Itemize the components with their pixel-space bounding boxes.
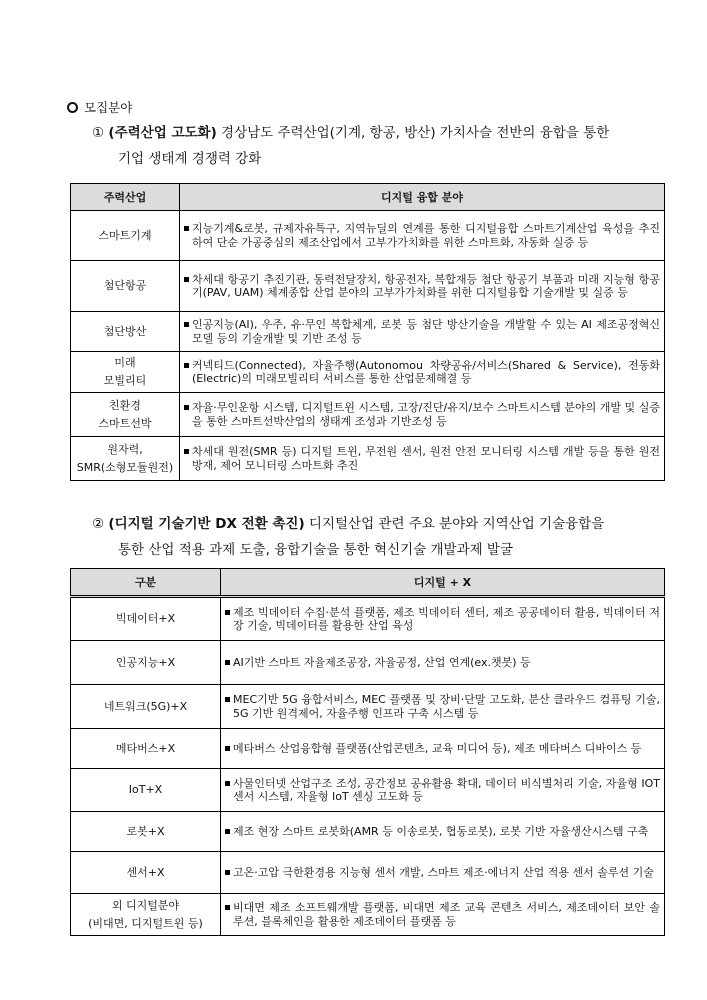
part2-text-line2: 통한 산업 적용 과제 도출, 융합기술을 통한 혁신기술 개발과제 발굴: [118, 542, 514, 558]
table-row: [71, 641, 665, 685]
row-description: [180, 211, 665, 261]
row-category-line: 친환경: [109, 398, 141, 412]
section-heading: [67, 98, 132, 116]
row-description-text: AI기반 스마트 자율제조공장, 자율공정, 산업 연계(ex.챗봇) 등: [233, 655, 531, 669]
row-category-line: 로봇+X: [126, 824, 165, 838]
table-row: [71, 261, 665, 312]
header-digital-x: 디지털 + X: [221, 569, 665, 597]
table-row: [71, 393, 665, 437]
part2-text-line1: 디지털산업 관련 주요 분야와 지역산업 기술융합을: [304, 516, 605, 532]
part1-intro: [92, 120, 664, 172]
header-digital-field: 디지털 융합 분야: [180, 184, 665, 211]
row-category-line: 첨단항공: [103, 279, 147, 292]
part2-number: ②: [92, 516, 105, 532]
row-description: [180, 352, 665, 393]
square-bullet-icon: [184, 322, 189, 327]
row-category: [71, 641, 221, 685]
row-category-line: 미래: [114, 356, 136, 369]
row-description: [221, 894, 665, 936]
square-bullet-icon: [184, 405, 189, 410]
row-description: [221, 812, 665, 852]
industry-table: [70, 183, 665, 481]
row-category: [71, 393, 180, 437]
row-category-line: 외 디지털분야: [111, 898, 180, 912]
row-description-text: MEC기반 5G 융합서비스, MEC 플랫폼 및 장비·단말 고도화, 분산 클라우드 컴퓨팅 기술, 5G 기반 원격제어, 자율주행 인프라 구축 시스템 등: [233, 693, 660, 720]
row-category: [71, 812, 221, 852]
row-description-text: 차세대 원전(SMR 등) 디지털 트윈, 무전원 센서, 원전 안전 모니터링 시스템 개발 등을 통한 원전 방재, 제어 모니터링 스마트화 추진: [192, 445, 660, 472]
digital-x-table: [70, 568, 665, 936]
table-row: [71, 894, 665, 936]
row-category-line: 첨단방산: [103, 324, 147, 338]
row-description-text: 고온·고압 극한환경용 지능형 센서 개발, 스마트 제조·에너지 산업 적용 센서 솔루션 기술: [233, 865, 654, 879]
row-category: [71, 852, 221, 894]
row-category-line: IoT+X: [128, 783, 163, 796]
row-category-line: 스마트기계: [98, 228, 152, 242]
row-description-text: 차세대 항공기 추진기관, 동력전달장치, 항공전자, 복합재등 첨단 항공기 부품과 미래 지능형 항공기(PAV, UAM) 체계종합 산업 분야의 고부가가치화를 위한 디지털융합 기술개발 및 실증 등: [192, 272, 660, 299]
part1-text-line1: 경상남도 주력산업(기계, 항공, 방산) 가치사슬 전반의 융합을 통한: [216, 125, 610, 141]
square-bullet-icon: [225, 870, 230, 875]
row-description: [221, 685, 665, 729]
table-row: [71, 437, 665, 481]
row-description: [180, 393, 665, 437]
row-category-line: 원자력,: [107, 442, 143, 456]
row-description-text: 커넥티드(Connected), 자율주행(Autonomou 차량공유/서비스(Shared & Service), 전동화(Electric)의 미래모빌리티 서비스를 통한 산업문제해결 등: [192, 358, 660, 385]
square-bullet-icon: [225, 829, 230, 834]
square-bullet-icon: [225, 746, 230, 751]
table-row: [71, 312, 665, 352]
section-title: 모집분야: [84, 100, 133, 115]
part2-bold-title: (디지털 기술기반 DX 전환 촉진): [108, 516, 305, 532]
square-bullet-icon: [184, 226, 189, 231]
row-category: [71, 211, 180, 261]
row-description-text: 제조 현장 스마트 로봇화(AMR 등 이송로봇, 협동로봇), 로봇 기반 자율생산시스템 구축: [233, 824, 649, 838]
table-row: [71, 352, 665, 393]
industry-table-header: [71, 184, 665, 211]
part1-text-line2: 기업 생태계 경쟁력 강화: [118, 151, 262, 167]
row-category-line: (비대면, 디지털트윈 등): [88, 916, 203, 930]
row-category: [71, 769, 221, 812]
part1-number: ①: [92, 125, 105, 141]
square-bullet-icon: [225, 610, 230, 615]
circle-bullet-icon: [67, 102, 78, 113]
row-description-text: 제조 빅데이터 수집·분석 플랫폼, 제조 빅데이터 센터, 제조 공공데이터 활용, 빅데이터 저장 기술, 빅데이터를 활용한 산업 육성: [233, 605, 660, 632]
row-category-line: 모빌리티: [103, 374, 147, 387]
row-description-text: 메타버스 산업융합형 플랫폼(산업콘텐츠, 교육 미디어 등), 제조 메타버스 디바이스 등: [233, 741, 642, 755]
square-bullet-icon: [184, 363, 189, 368]
row-category: [71, 597, 221, 641]
row-category: [71, 729, 221, 769]
row-description: [221, 852, 665, 894]
row-description: [221, 641, 665, 685]
row-description-text: 지능기계&로봇, 규제자유특구, 지역뉴딜의 연계를 통한 디지털융합 스마트기계산업 육성을 추진하여 단순 가공중심의 제조산업에서 고부가가치화를 위한 스마트화, 자동화 실증 등: [192, 222, 660, 249]
row-description: [180, 261, 665, 312]
row-category: [71, 312, 180, 352]
table-row: [71, 812, 665, 852]
row-category-line: 인공지능+X: [115, 655, 176, 669]
square-bullet-icon: [225, 660, 230, 665]
row-description: [221, 729, 665, 769]
header-category: 구분: [71, 569, 221, 597]
table-row: [71, 852, 665, 894]
row-description: [221, 597, 665, 641]
row-description: [180, 437, 665, 481]
row-description-text: 사물인터넷 산업구조 조성, 공간정보 공유활용 확대, 데이터 비식별처리 기술, 자율형 IOT 센서 시스템, 자율형 IoT 센싱 고도화 등: [233, 776, 660, 803]
table-row: [71, 211, 665, 261]
part1-bold-title: (주력산업 고도화): [108, 125, 217, 141]
row-description: [221, 769, 665, 812]
square-bullet-icon: [225, 697, 230, 702]
square-bullet-icon: [184, 449, 189, 454]
row-category: [71, 437, 180, 481]
digital-x-table-header: [71, 569, 665, 597]
square-bullet-icon: [225, 781, 230, 786]
table-row: [71, 597, 665, 641]
row-description-text: 자율·무인운항 시스템, 디지털트윈 시스템, 고장/진단/유지/보수 스마트시스템 분야의 개발 및 실증을 통한 스마트선박산업의 생태계 조성과 기반조성 등: [192, 401, 660, 428]
table-row: [71, 685, 665, 729]
row-category: [71, 685, 221, 729]
square-bullet-icon: [184, 277, 189, 282]
row-description-text: 비대면 제조 소프트웨개발 플랫폼, 비대면 제조 교육 콘텐츠 서비스, 제조데이터 보안 솔루션, 블록체인을 활용한 제조데이터 플랫폼 등: [233, 901, 660, 928]
row-category-line: 네트워크(5G)+X: [103, 699, 188, 713]
table-row: [71, 769, 665, 812]
row-category: [71, 261, 180, 312]
row-category-line: 빅데이터+X: [115, 612, 176, 625]
row-description-text: 인공지능(AI), 우주, 유·무인 복합체계, 로봇 등 첨단 방산기술을 개발할 수 있는 AI 제조공정혁신모델 등의 기술개발 및 기반 조성 등: [192, 318, 660, 345]
part2-intro: [92, 511, 664, 563]
row-category-line: 센서+X: [126, 865, 165, 879]
row-description: [180, 312, 665, 352]
header-industry: 주력산업: [71, 184, 180, 211]
row-category-line: 메타버스+X: [115, 741, 176, 755]
table-row: [71, 729, 665, 769]
square-bullet-icon: [225, 905, 230, 910]
row-category: [71, 352, 180, 393]
row-category-line: SMR(소형모듈원전): [76, 460, 174, 474]
row-category: [71, 894, 221, 936]
row-category-line: 스마트선박: [98, 416, 152, 430]
